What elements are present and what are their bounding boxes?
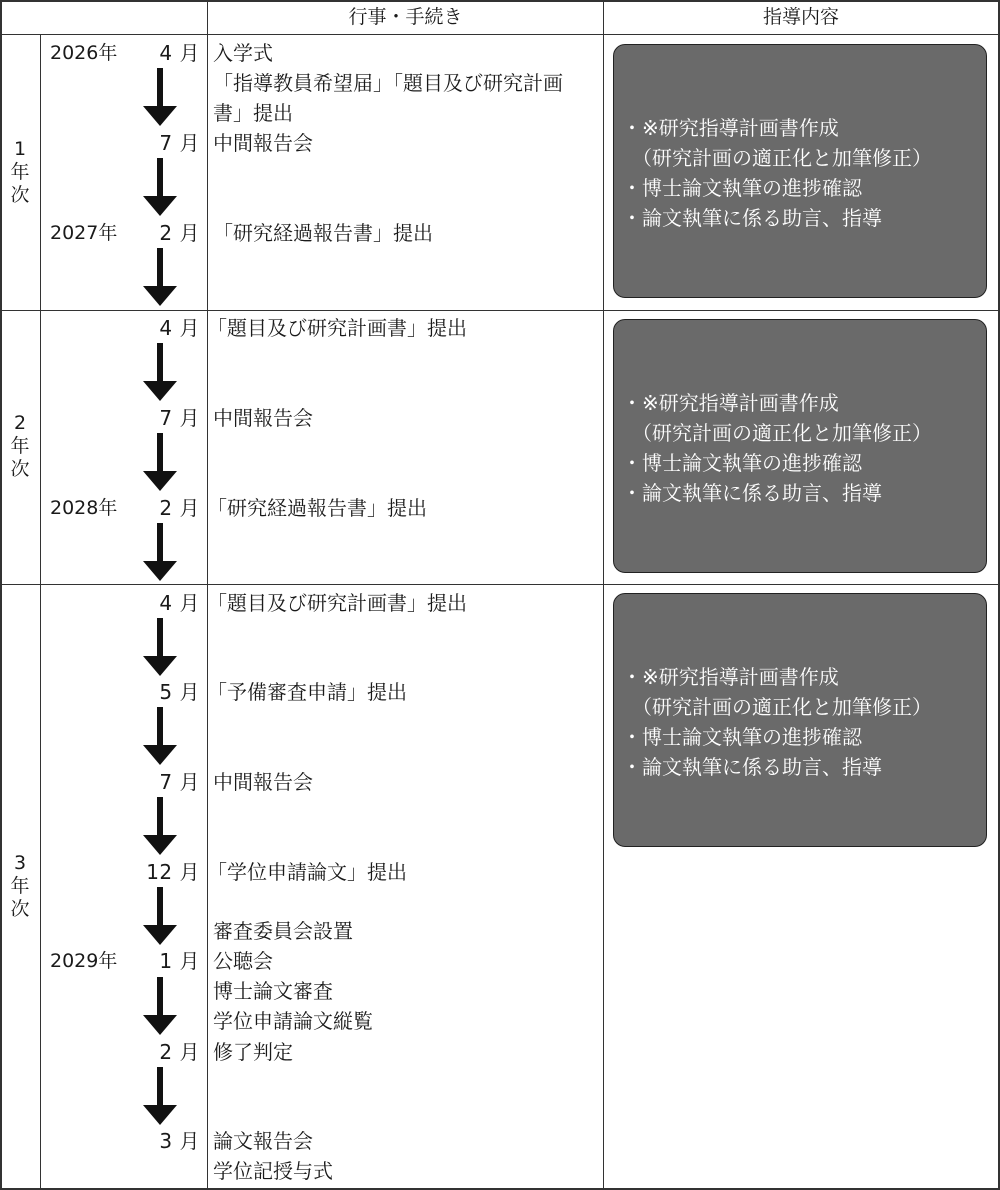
down-arrow-icon	[143, 158, 177, 216]
event-item: 学位申請論文縦覧	[213, 1009, 373, 1033]
year-label-3: 3 年 次	[10, 852, 30, 920]
down-arrow-icon	[143, 707, 177, 765]
year-label-2: 2 年 次	[10, 412, 30, 480]
year-2028: 2028年	[50, 497, 118, 519]
event-item: 「研究経過報告書」提出	[213, 221, 433, 245]
month-label: 4 月	[159, 316, 200, 340]
event-item: 中間報告会	[213, 406, 313, 430]
guidance-box-3	[613, 593, 987, 847]
month-label: 1 月	[159, 949, 200, 973]
guidance-line: ・※研究指導計画書作成	[622, 116, 839, 140]
guidance-line: ・※研究指導計画書作成	[622, 391, 839, 415]
events-col-divider	[603, 0, 604, 1190]
down-arrow-icon	[143, 618, 177, 676]
header-events: 行事・手続き	[348, 6, 463, 28]
month-label: 7 月	[159, 770, 200, 794]
event-item: 公聴会	[213, 949, 273, 973]
year-label-1: 1 年 次	[10, 138, 30, 206]
event-item: 審査委員会設置	[213, 919, 353, 943]
month-label: 7 月	[159, 406, 200, 430]
event-item: 「題目及び研究計画書」提出	[207, 316, 467, 340]
event-item: 「題目及び研究計画書」提出	[207, 591, 467, 615]
month-label: 7 月	[159, 131, 200, 155]
month-label: 2 月	[159, 496, 200, 520]
guidance-line: ・博士論文執筆の進捗確認	[622, 451, 862, 475]
month-label: 2 月	[159, 1040, 200, 1064]
event-item: 論文報告会	[213, 1129, 313, 1153]
down-arrow-icon	[143, 887, 177, 945]
guidance-line: （研究計画の適正化と加筆修正）	[622, 146, 932, 170]
event-item: 中間報告会	[213, 131, 313, 155]
down-arrow-icon	[143, 797, 177, 855]
year-2029: 2029年	[50, 950, 118, 972]
guidance-line: ・博士論文執筆の進捗確認	[622, 176, 862, 200]
guidance-line: （研究計画の適正化と加筆修正）	[622, 421, 932, 445]
event-item: 「指導教員希望届」「題目及び研究計画	[213, 71, 563, 95]
down-arrow-icon	[143, 523, 177, 581]
section-divider-1	[0, 310, 1000, 311]
month-label: 2 月	[159, 221, 200, 245]
event-item: 修了判定	[213, 1040, 293, 1064]
month-label: 3 月	[159, 1129, 200, 1153]
guidance-box-1	[613, 44, 987, 298]
guidance-line: ・博士論文執筆の進捗確認	[622, 725, 862, 749]
event-item: 「研究経過報告書」提出	[207, 496, 427, 520]
event-item: 書」提出	[213, 101, 293, 125]
guidance-line: ・※研究指導計画書作成	[622, 665, 839, 689]
down-arrow-icon	[143, 68, 177, 126]
guidance-line: ・論文執筆に係る助言、指導	[622, 206, 882, 230]
header-divider	[0, 34, 1000, 35]
down-arrow-icon	[143, 433, 177, 491]
header-guidance: 指導内容	[762, 6, 839, 28]
month-label: 4 月	[159, 591, 200, 615]
down-arrow-icon	[143, 248, 177, 306]
down-arrow-icon	[143, 977, 177, 1035]
event-item: 博士論文審査	[213, 979, 333, 1003]
event-item: 入学式	[213, 41, 273, 65]
guidance-line: ・論文執筆に係る助言、指導	[622, 481, 882, 505]
month-label: 4 月	[159, 41, 200, 65]
down-arrow-icon	[143, 343, 177, 401]
event-item: 学位記授与式	[213, 1159, 333, 1183]
event-item: 中間報告会	[213, 770, 313, 794]
year-2027: 2027年	[50, 222, 118, 244]
month-label: 5 月	[159, 680, 200, 704]
month-label: 12 月	[146, 860, 200, 884]
event-item: 「予備審査申請」提出	[207, 680, 407, 704]
down-arrow-icon	[143, 1067, 177, 1125]
year-col-divider	[40, 34, 41, 1190]
guidance-line: ・論文執筆に係る助言、指導	[622, 755, 882, 779]
event-item: 「学位申請論文」提出	[207, 860, 407, 884]
section-divider-2	[0, 584, 1000, 585]
year-2026: 2026年	[50, 42, 118, 64]
guidance-line: （研究計画の適正化と加筆修正）	[622, 695, 932, 719]
guidance-box-2	[613, 319, 987, 573]
